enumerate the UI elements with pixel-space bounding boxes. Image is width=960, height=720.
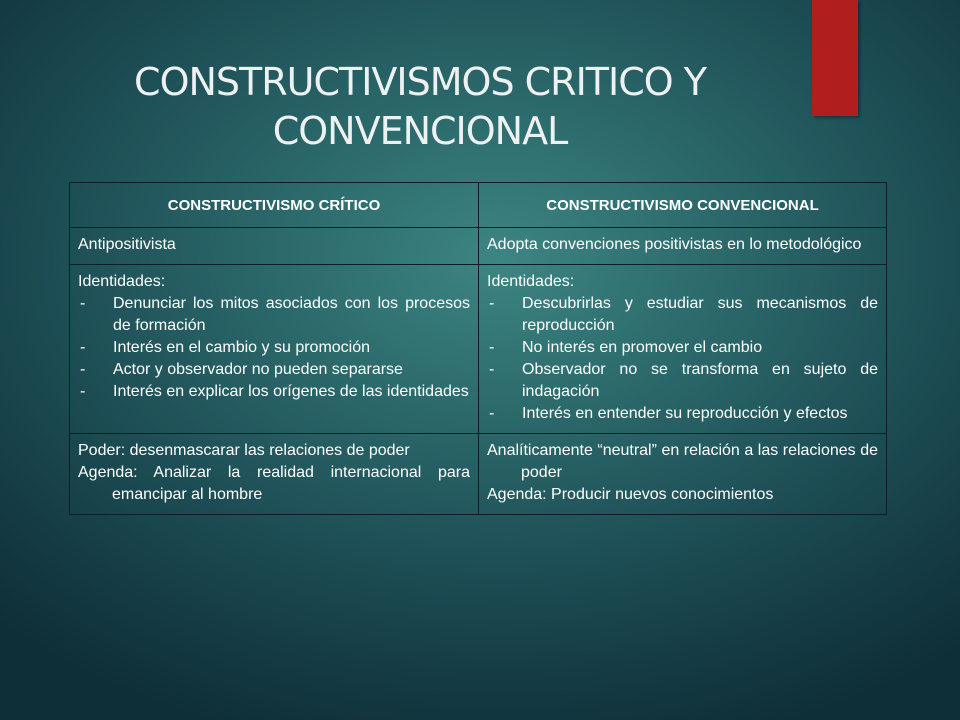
accent-bar xyxy=(812,0,858,116)
list-item: - Interés en el cambio y su promoción xyxy=(78,337,470,359)
slide-title-line-2: CONVENCIONAL xyxy=(272,109,568,153)
critico-identidades-list xyxy=(78,293,470,403)
cell-convencional-positivismo xyxy=(479,228,887,265)
comparison-table xyxy=(69,182,887,515)
convencional-agenda: Agenda: Producir nuevos conocimientos xyxy=(487,486,774,503)
table-row-poder-agenda xyxy=(70,434,887,515)
convencional-identidades-label: Identidades: xyxy=(487,273,575,290)
critico-agenda: Agenda: Analizar la realidad internacional para emancipar al hombre xyxy=(78,464,470,503)
cell-convencional-poder-agenda xyxy=(479,434,887,515)
convencional-poder: Analíticamente “neutral” en relación a las relaciones de poder xyxy=(487,442,878,481)
list-item: - Interés en explicar los orígenes de las identidades xyxy=(78,381,470,403)
cell-critico-identidades xyxy=(70,265,479,434)
critico-identidades-label: Identidades: xyxy=(78,273,166,290)
convencional-positivismo: Adopta convenciones positivistas en lo metodológico xyxy=(487,236,862,253)
list-item: - Interés en entender su reproducción y efectos xyxy=(487,403,878,425)
critico-antipositivista: Antipositivista xyxy=(78,236,176,253)
cell-convencional-identidades xyxy=(479,265,887,434)
list-item: - Descubrirlas y estudiar sus mecanismos de reproducción xyxy=(487,293,878,337)
list-item: - Denunciar los mitos asociados con los procesos de formación xyxy=(78,293,470,337)
convencional-identidades-list xyxy=(487,293,878,425)
cell-critico-positivismo xyxy=(70,228,479,265)
table-row-identidades xyxy=(70,265,887,434)
cell-critico-poder-agenda xyxy=(70,434,479,515)
header-constructivismo-critico: CONSTRUCTIVISMO CRÍTICO xyxy=(70,183,479,228)
header-constructivismo-convencional: CONSTRUCTIVISMO CONVENCIONAL xyxy=(479,183,887,228)
critico-poder: Poder: desenmascarar las relaciones de poder xyxy=(78,442,410,459)
list-item: - No interés en promover el cambio xyxy=(487,337,878,359)
list-item: - Observador no se transforma en sujeto de indagación xyxy=(487,359,878,403)
slide-title-line-1: CONSTRUCTIVISMOS CRITICO Y xyxy=(134,60,706,104)
list-item: - Actor y observador no pueden separarse xyxy=(78,359,470,381)
table-header-row xyxy=(70,183,887,228)
slide-title xyxy=(70,58,770,156)
table-row-positivismo xyxy=(70,228,887,265)
